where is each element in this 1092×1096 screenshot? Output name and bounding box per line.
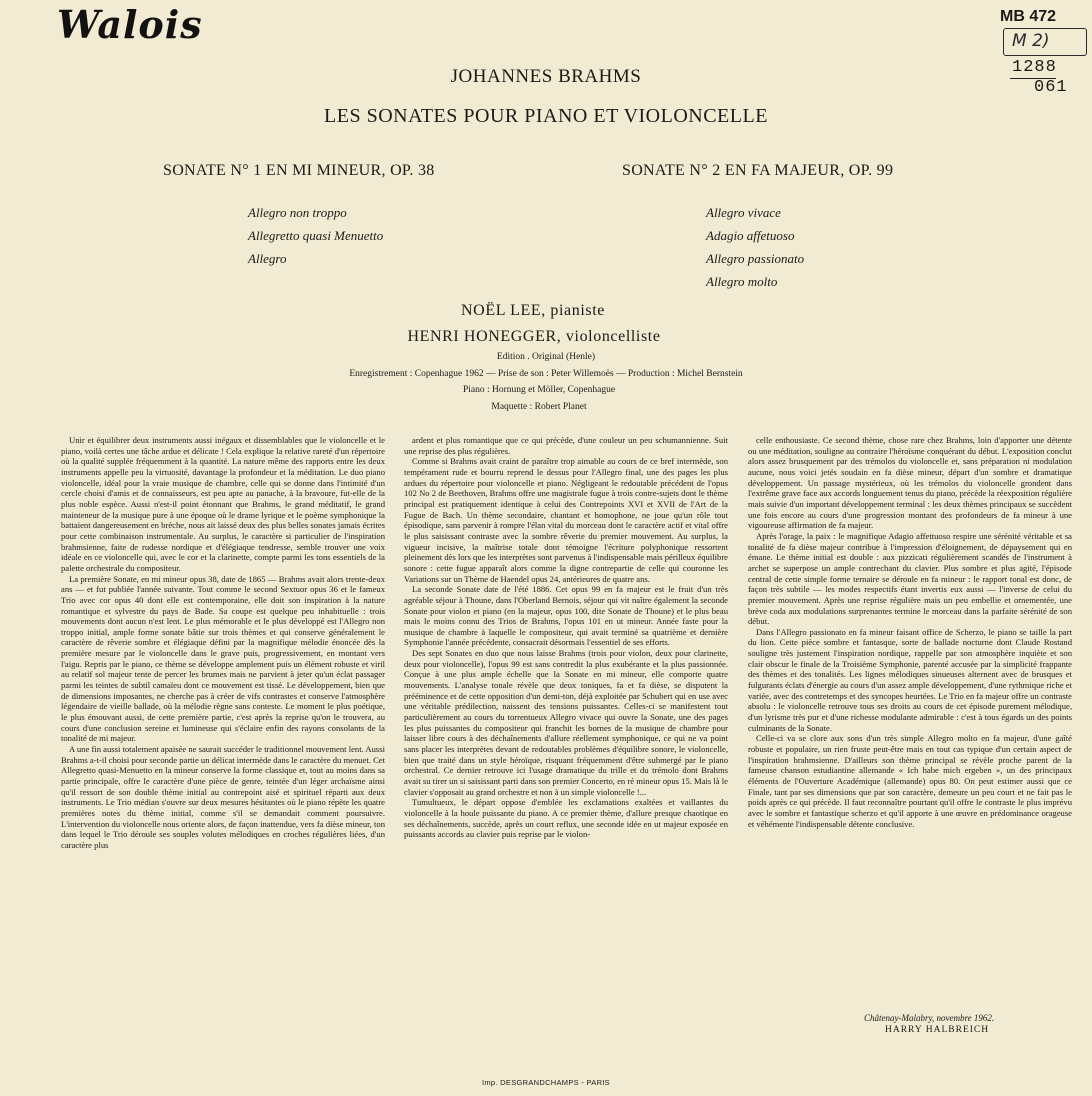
cellist-credit: HENRI HONEGGER, violoncelliste <box>407 328 661 345</box>
sonata-2-title: SONATE N° 2 EN FA MAJEUR, OP. 99 <box>622 162 894 179</box>
liner-notes-column-2 <box>404 435 728 840</box>
movement-item: Allegretto quasi Menuetto <box>248 228 384 243</box>
notes-paragraph: Des sept Sonates en duo que nous laisse Brahms (trois pour violon, deux pour clarinette, deux pour violoncelle), l'opus 99 est sans contredit la plus exubérante et la plus passionnée. Conçue à une plus ample échelle que la Sonate en mi mineur, elle comporte quatre mouvements. L'analyse tonale révèle que deux toniques, fa et fa dièse, se disputent la prééminence et de cette opposition d'un demi-ton, déjà exploitée par Schubert qui en use avec une véritable prédilection, naissent des tensions puissantes. Celles-ci se manifestent tout particulièrement au cours du torrentueux Allegro vivace qui ouvre la Sonate, une des pages les plus puissantes du compositeur qui franchit les bornes de la musique de chambre pour laisser libre cours à des déchaînements d'allure réellement symphonique, ce qui ne va point sans placer les interprètes devant de redoutables problèmes d'équilibre sonore, le violoncelle, bien que traité dans un style héroïque, risquant fréquemment d'être submergé par le piano orchestral. Ce dernier retrouve ici l'usage dramatique du trille et du trémolo dont Brahms avait su tirer un si saisissant parti dans son premier Concerto, en ré mineur opus 15. Mais là le clavier s'opposait au grand orchestre et non à un simple violoncelle !... <box>404 648 728 797</box>
movement-item: Allegro passionato <box>706 251 805 266</box>
notes-paragraph: celle enthousiaste. Ce second thème, chose rare chez Brahms, loin d'apporter une détente ou une méditation, souligne au contraire l'héroïsme conquérant du début. L'exposition conclut alors assez brusquement par des trémolos du violoncelle et, sans préparation ni modulation aucune, nous voici jetés soudain en fa dièse mineur, départ d'un sombre et dramatique développement. Un passage mystérieux, où les trémolos du violoncelle grondent dans l'extrême grave face aux accords longuement tenus du piano, précède la réexposition régulière mais suivie d'un important développement terminal : les deux thèmes principaux se succèdent une fois encore au cours d'une progression montant des profondeurs de fa mineur à une vigoureuse affirmation de fa majeur. <box>748 435 1072 531</box>
sonata-2-movements <box>706 201 804 293</box>
movement-item: Adagio affetuoso <box>706 228 795 243</box>
handwritten-annotation-box <box>1003 28 1087 56</box>
signature-place-date: Châtenay-Malabry, novembre 1962. <box>864 1013 995 1023</box>
notes-paragraph: Dans l'Allegro passionato en fa mineur faisant office de Scherzo, le piano se taille la part du lion. Cette pièce sombre et fantasque, sorte de ballade nocturne dont Claude Rostand souligne très justement l'inspiration nordique, rappelle par son atmosphère inquiète et son clair obscur le finale de la Troisième Symphonie, parenté accusée par la simplicité frappante des thèmes et des tonalités. Les lignes mélodiques sinueuses alternent avec de brusques et fulgurants éclats d'énergie au cours d'un assez ample développement, d'une rythmique riche et variée, avec des contretemps et des syncopes heurtées. Le Trio en fa majeur offre un contraste absolu : le violoncelle retrouve tous ses droits au cours de cet épisode purement mélodique, d'un lyrisme très pur et d'une richesse modulante admirable : c'est à tous égards un des points culminants de la Sonate. <box>748 626 1072 733</box>
notes-paragraph: ardent et plus romantique que ce qui précède, d'une couleur un peu schumannienne. Suit une reprise des plus régulières. <box>404 435 728 456</box>
notes-paragraph: La première Sonate, en mi mineur opus 38, date de 1865 — Brahms avait alors trente-deux ans — et fut publiée l'année suivante. Tout comme le second Sextuor opus 36 et le fameux Trio avec cor opus 40 dont elle est contemporaine, elle doit son inspiration à la nature romantique et sylvestre du pays de Bade. Sa coupe est quelque peu inhabituelle : trois mouvements dont aucun n'est lent. Le plus mémorable et le plus développé est l'Allegro non troppo initial, ample forme sonate bâtie sur trois thèmes et qui conserve généralement le caractère de rêverie sombre et élégiaque défini par la magnifique mélodie énoncée dès la première mesure par le violoncelle dans le grave puis, progressivement, en montant vers l'aigu. Repris par le piano, ce thème se développe amplement puis un élément robuste et viril au relatif sol majeur tente de percer les brumes mais ne parvient à jeter qu'un éclat passager parmi les teintes de subtil camaïeu dont ce mouvement est tissé. Le développement, bien que de dimensions imposantes, ne cherche pas à créer de vifs contrastes et conserve l'atmosphère légendaire de vieille ballade, où la mélodie règne sans conteste. Le moment le plus poétique, le plus émouvant aussi, de cette première partie, c'est après la reprise qu'on le trouvera, au cours d'une conclusion sereine et lumineuse qui s'éclaire enfin des rayons consolants de la tonalité de mi majeur. <box>61 573 385 744</box>
notes-paragraph: Celle-ci va se clore aux sons d'un très simple Allegro molto en fa majeur, d'une gaîté robuste et populaire, un rien fruste peut-être mais en tout cas typique d'un certain aspect de l'inspiration brahmsienne. D'ailleurs son thème principal se révèle proche parent de la fameuse chanson estudiantine allemande « Ich habe mich ergeben », un des principaux éléments de l'Ouverture Académique (allemande) opus 80. On peut estimer aussi que ce Finale, tant par ses dimensions que par son caractère, demeure un peu court et ne fait pas le poids après ce qui précède. Il faut reconnaître pourtant qu'il offre le contraste le plus imprévu avec le sombre et fantastique scherzo et qu'il apporte à une œuvre en prédominance orageuse et véhémente l'indispensable détente conclusive. <box>748 733 1072 829</box>
composer-title: JOHANNES BRAHMS <box>450 66 642 87</box>
catalog-number: MB 472 <box>1000 8 1057 25</box>
notes-paragraph: A une fin aussi totalement apaisée ne saurait succéder le traditionnel mouvement lent. Aussi Brahms a-t-il choisi pour seconde partie un délicat intermède dans le caractère du menuet. Cet Allegretto quasi-Menuetto en la mineur conserve la forme classique et, tout au moins dans sa partie principale, offre le caractère d'une pièce de genre, teintée d'un léger archaïsme ainsi qu'il ressort de son double thème initial au contrepoint aisé et spirituel réparti aux deux instruments. Le Trio médian s'ouvre sur deux mesures hésitantes où le piano répète les quatre premières notes du thème initial, comme s'il se demandait comment poursuivre. L'intervention du violoncelle nous oriente alors, de façon inattendue, vers fa dièse mineur, ton dans lequel le Trio déroule ses souples volutes mélodiques en croches régulières liées, d'un caractère plus <box>61 744 385 850</box>
liner-notes-column-1 <box>61 435 385 851</box>
notes-paragraph: La seconde Sonate date de l'été 1886. Cet opus 99 en fa majeur est le fruit d'un très agréable séjour à Thoune, dans l'Oberland Bernois, séjour qui vit naître également la seconde Sonate pour violon et piano (en la majeur, opus 100, dite Sonate de Thoune) et le plus beau mais le moins connu des Trios de Brahms, l'opus 101 en ut mineur. Année faste pour la musique de chambre à laquelle le compositeur, qui avait terminé sa quatrième et dernière Symphonie l'année précédente, consacrait désormais l'essentiel de ses efforts. <box>404 584 728 648</box>
sonata-1-movements <box>248 201 383 270</box>
notes-paragraph: Tumultueux, le départ oppose d'emblée les exclamations exaltées et vaillantes du violoncelle à la houle puissante du piano. A ce premier thème, d'allure presque chaotique en ses déchaînements, succède, après un court reflux, une seconde idée en ut majeur exposée en puissants accords au clavier puis reprise par le violon- <box>404 797 728 840</box>
edition-credit: Edition . Original (Henle) <box>496 352 596 362</box>
notes-paragraph: Après l'orage, la paix : le magnifique Adagio affettuoso respire une sérénité véritable et sa tonalité de fa dièse majeur contribue à l'impression d'éloignement, de dépaysement qui en émane. Le thème initial est double : aux pizzicati régulièrement scandés de l'instrument à archet se superpose un ample contrechant du clavier. Plus sombre et plus agité, l'épisode central de cette simple forme ternaire se déroule en fa mineur : le rapport tonal est donc, de façon très subtile — les modes respectifs étant invertis eux aussi — l'inverse de celui du premier mouvement. Après une reprise régulière mais un peu embellie et ornementée, une brève coda aux modulations surprenantes termine le morceau dans la parfaite sérénité de son début. <box>748 530 1072 627</box>
label-logo: Walois <box>57 2 203 47</box>
stamp-number-bottom: 061 <box>1034 78 1068 97</box>
album-subtitle: LES SONATES POUR PIANO ET VIOLONCELLE <box>324 105 768 127</box>
stamp-number-top-text: 1288 <box>1012 58 1057 77</box>
movement-item: Allegro vivace <box>706 205 781 220</box>
design-credit: Maquette : Robert Planet <box>491 402 587 412</box>
recording-credit: Enregistrement : Copenhague 1962 — Prise de son : Peter Willemoës — Production : Michel Bernstein <box>349 369 743 379</box>
notes-paragraph: Unir et équilibrer deux instruments aussi inégaux et dissemblables que le violoncelle et le piano, voilà certes une tâche ardue et délicate ! Cela explique la relative rareté d'un répertoire où la qualité supplée fréquemment à la quantité. La nature même des rapports entre les deux instruments appelle peu la virtuosité, davantage la profondeur et la méditation. Le duo piano violoncelle, idéal pour la vraie musique de chambre, celle qui se donne dans l'intimité d'un cercle choisi d'amis et de connaisseurs, est peu apte au panache, à la bravoure, fut-elle de la plus noble espèce. Aussi n'est-il point étonnant que Brahms, le grand méditatif, le grand mainteneur de la musique pure à une époque où le drame lyrique et le poème symphonique la battaient dangereusement en brèche, nous ait laissé deux des plus belles sonates jamais écrites pour cette combinaison instrumentale. Au surplus, le caractère si particulier de l'inspiration brahmsienne, faite de rudesse nordique et d'élégiaque tendresse, semble trouver une voix idéale en ce violoncelle qui, avec le cor et la clarinette, compte parmi les tons essentiels de la palette orchestrale du compositeur. <box>61 435 385 573</box>
movement-item: Allegro non troppo <box>248 205 347 220</box>
printer-imprint: Imp. DESGRANDCHAMPS - PARIS <box>482 1078 610 1087</box>
pianist-credit: NOËL LEE, pianiste <box>461 302 605 319</box>
signature-author: HARRY HALBREICH <box>885 1025 990 1035</box>
movement-item: Allegro <box>248 251 287 266</box>
notes-paragraph: Comme si Brahms avait craint de paraître trop aimable au cours de ce bref intermède, son tempérament rude et bourru reprend le dessus pour l'Allegro final, une des pages les plus ardues du répertoire pour violoncelle et piano. Négligeant le redoutable précédent de l'opus 102 No 2 de Beethoven, Brahms offre une magistrale fugue à trois contre-sujets dont le thème principal est pratiquement identique à celui des Contrepoints XVI et XVII de l'Art de la Fugue de Bach. Un thème secondaire, chantant et homophone, ne joue qu'un rôle tout épisodique, sans parvenir à rompre l'élan vital du morceau dont le caractère actif et vital offre le plus saisissant contraste avec la sombre rêverie du premier mouvement. Au surplus, la vigueur incisive, la maîtrise totale dont témoigne l'écriture polyphonique ressortent pleinement dès lors que les interprètes sont parvenus à l'indispensable mais périlleux équilibre sonore : cette fugue apparaît alors comme la digne contrepartie de celle qui couronne les Variations sur un Thème de Haendel opus 24, antérieures de quatre ans. <box>404 456 728 584</box>
movement-item: Allegro molto <box>706 274 778 289</box>
handwritten-annotation: M 2) <box>1012 31 1050 51</box>
liner-notes-column-3 <box>748 435 1072 829</box>
piano-credit: Piano : Hornung et Möller, Copenhague <box>462 385 616 395</box>
sonata-1-title: SONATE N° 1 EN MI MINEUR, OP. 38 <box>163 162 435 179</box>
